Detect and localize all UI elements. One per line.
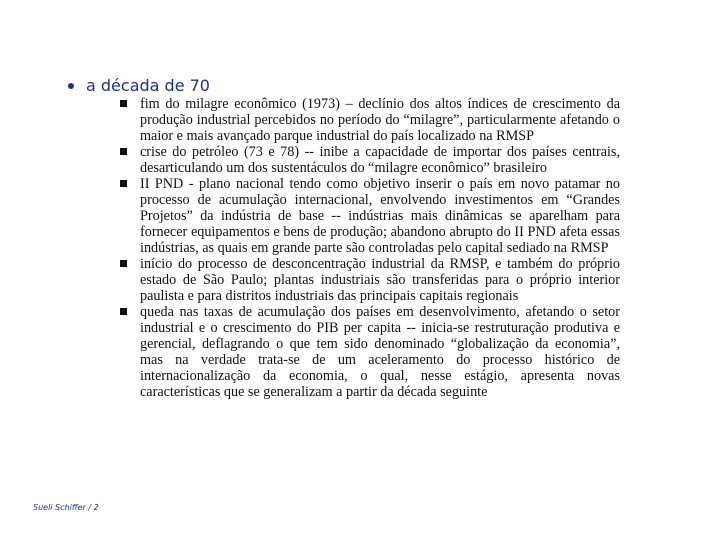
slide-heading	[68, 76, 210, 96]
bullet-item	[118, 96, 620, 144]
bullet-list	[118, 96, 620, 400]
bullet-text: II PND - plano nacional tendo como objetivo inserir o país em novo patamar no processo de acumulação internacional, envolvendo investimentos em “Grandes Projetos” da indústria de base -- indústrias mais dinâmicas se aparelham para fornecer equipamentos e bens de produção; abandono abrupto do II PND afeta essas indústrias, as quais em grande parte são controladas pelo capital sediado na RMSP	[140, 176, 620, 256]
square-bullet-icon	[120, 308, 127, 315]
square-bullet-icon	[120, 260, 127, 267]
bullet-text: início do processo de desconcentração industrial da RMSP, e também do próprio estado de São Paulo; plantas industriais são transferidas para o próprio interior paulista e para distritos industriais das principais capitais regionais	[140, 256, 620, 304]
slide-heading-text: a década de 70	[86, 76, 210, 95]
bullet-item	[118, 176, 620, 256]
bullet-text: queda nas taxas de acumulação dos países em desenvolvimento, afetando o setor industrial e o crescimento do PIB per capita -- inicia-se restruturação produtiva e gerencial, deflagrando o que tem sido denominado “globalização da economia”, mas na verdade trata-se de um aceleramento do processo histórico de internacionalização da economia, o qual, nesse estágio, apresenta novas características que se generalizam a partir da década seguinte	[140, 304, 620, 400]
bullet-item	[118, 304, 620, 400]
bullet-text: fim do milagre econômico (1973) – declínio dos altos índices de crescimento da produção industrial percebidos no período do “milagre”, particularmente afetando o maior e mais avançado parque industrial do país localizado na RMSP	[140, 96, 620, 144]
square-bullet-icon	[120, 148, 127, 155]
square-bullet-icon	[120, 180, 127, 187]
square-bullet-icon	[120, 100, 127, 107]
footer-credit: Sueli Schiffer / 2	[33, 503, 99, 512]
bullet-item	[118, 144, 620, 176]
bullet-dot-icon	[68, 83, 74, 89]
bullet-text: crise do petróleo (73 e 78) -- inibe a capacidade de importar dos países centrais, desarticulando um dos sustentáculos do “milagre econômico” brasileiro	[140, 144, 620, 176]
bullet-item	[118, 256, 620, 304]
